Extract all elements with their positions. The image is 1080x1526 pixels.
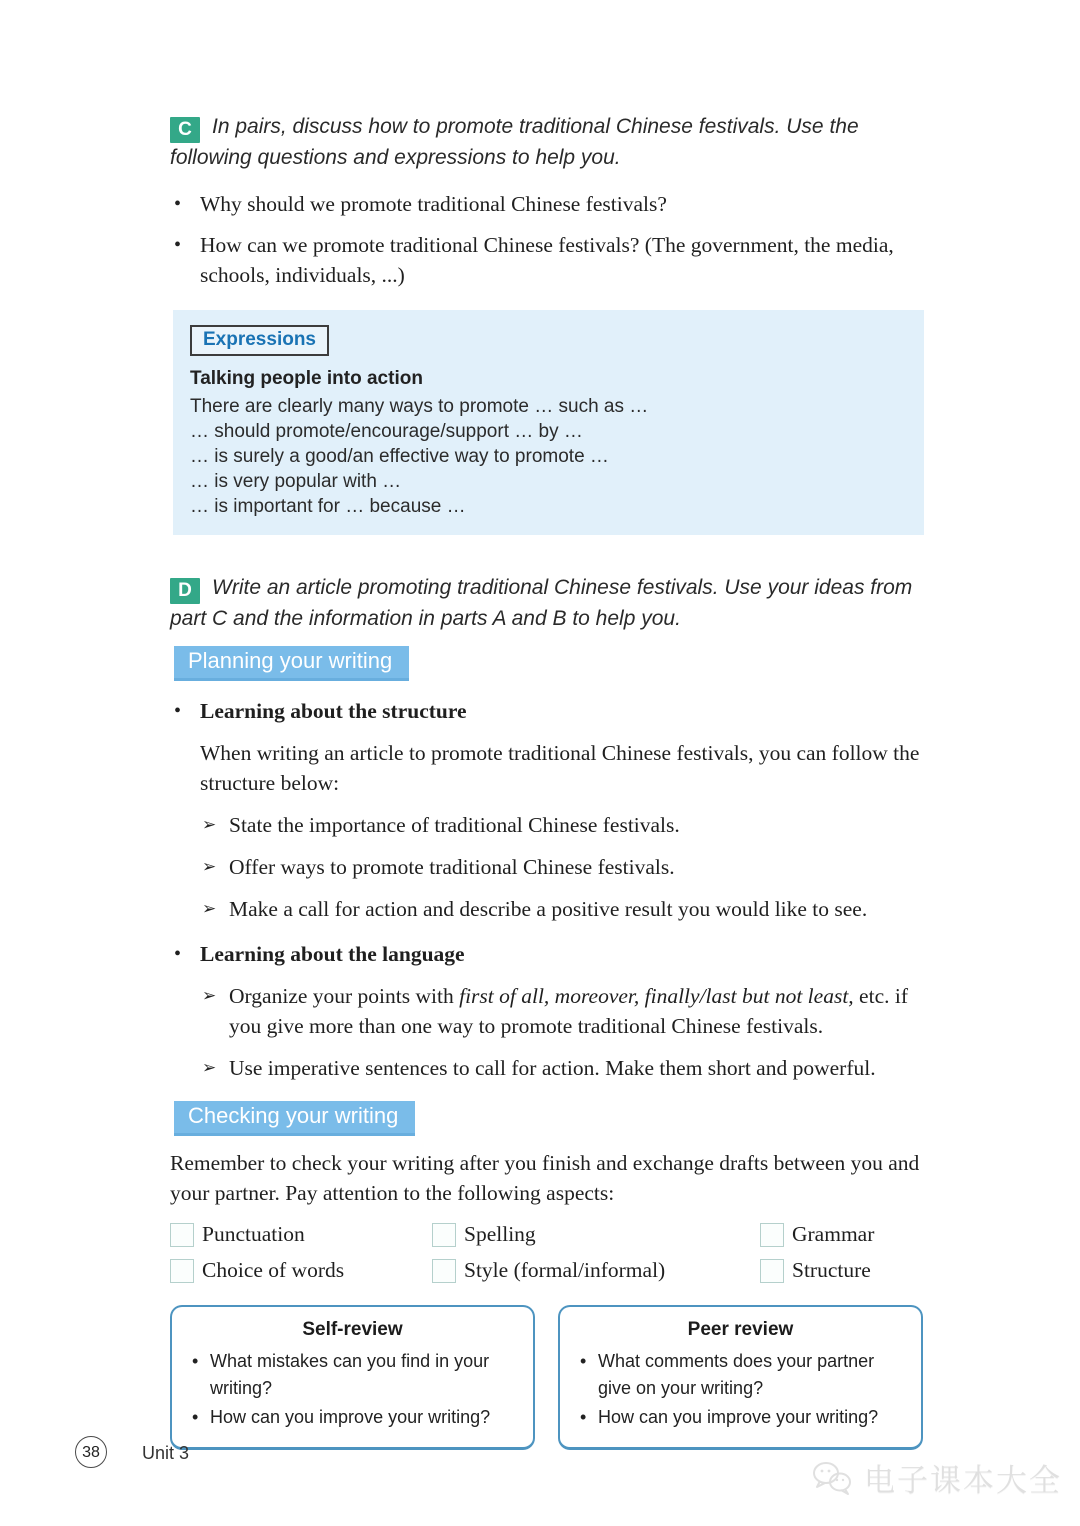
unit-label: Unit 3 bbox=[142, 1443, 190, 1463]
structure-intro: When writing an article to promote traditional Chinese festivals, you can follow the structure below: bbox=[200, 741, 920, 795]
review-item: • What comments does your partner give on your writing? bbox=[576, 1348, 905, 1402]
part-c-instruction-text: In pairs, discuss how to promote traditional Chinese festivals. Use the following questions and expressions to help you. bbox=[170, 115, 859, 169]
structure-point bbox=[202, 810, 930, 840]
part-d-instruction-text: Write an article promoting traditional Chinese festivals. Use your ideas from part C and the information in parts A and B to help you. bbox=[170, 576, 913, 630]
expression-line: There are clearly many ways to promote … such as … bbox=[190, 396, 649, 417]
checklist-item bbox=[760, 1222, 930, 1247]
checkbox-label: Spelling bbox=[464, 1222, 536, 1246]
page-number: 38 bbox=[75, 1436, 107, 1468]
language-point bbox=[202, 981, 930, 1041]
checklist-item bbox=[760, 1258, 930, 1283]
expressions-panel bbox=[173, 310, 924, 535]
arrow-bullet-icon: ➢ bbox=[202, 1058, 217, 1077]
structure-point bbox=[202, 852, 930, 882]
checkbox-label: Punctuation bbox=[202, 1222, 305, 1246]
checking-intro: Remember to check your writing after you finish and exchange drafts between you and your partner. Pay attention to the following aspects: bbox=[170, 1151, 920, 1205]
checklist bbox=[170, 1222, 930, 1283]
checklist-item bbox=[432, 1222, 760, 1247]
language-heading: • Learning about the language bbox=[170, 939, 930, 969]
question-item: • Why should we promote traditional Chinese festivals? bbox=[170, 189, 930, 219]
style-checkbox[interactable] bbox=[432, 1259, 456, 1283]
peer-review-title: Peer review bbox=[687, 1319, 794, 1340]
peer-review-list bbox=[576, 1348, 905, 1431]
structure-point-text: Offer ways to promote traditional Chinese festivals. bbox=[229, 855, 675, 879]
checklist-item bbox=[170, 1222, 432, 1247]
checklist-item bbox=[432, 1258, 760, 1283]
checkbox-label: Structure bbox=[792, 1258, 871, 1282]
structure-checkbox[interactable] bbox=[760, 1259, 784, 1283]
punctuation-checkbox[interactable] bbox=[170, 1223, 194, 1247]
arrow-bullet-icon: ➢ bbox=[202, 857, 217, 876]
part-c-instruction-block bbox=[170, 112, 930, 173]
checkbox-label: Choice of words bbox=[202, 1258, 345, 1282]
part-c-question-list bbox=[170, 189, 930, 290]
expressions-heading: Talking people into action bbox=[190, 368, 423, 389]
part-d-instruction-block bbox=[170, 573, 930, 634]
planning-your-writing-banner: Planning your writing bbox=[174, 646, 409, 681]
checkbox-label: Grammar bbox=[792, 1222, 875, 1246]
language-point bbox=[202, 1053, 930, 1083]
self-review-box bbox=[170, 1305, 535, 1450]
choice-of-words-checkbox[interactable] bbox=[170, 1259, 194, 1283]
question-item: • How can we promote traditional Chinese festivals? (The government, the media, schools, individuals, ...) bbox=[170, 230, 930, 290]
language-point-text: Organize your points with first of all, moreover, finally/last but not least, etc. if you give more than one way to promote traditional Chinese festivals. bbox=[229, 984, 908, 1038]
part-c-badge: C bbox=[170, 117, 200, 143]
review-boxes-row bbox=[170, 1305, 930, 1450]
expression-line: … is surely a good/an effective way to promote … bbox=[190, 446, 609, 467]
review-item: • What mistakes can you find in your writing? bbox=[188, 1348, 517, 1402]
review-item: • How can you improve your writing? bbox=[188, 1404, 517, 1431]
wechat-icon bbox=[812, 1460, 854, 1496]
structure-heading: • Learning about the structure bbox=[170, 696, 930, 726]
grammar-checkbox[interactable] bbox=[760, 1223, 784, 1247]
checklist-item bbox=[170, 1258, 432, 1283]
review-item: • How can you improve your writing? bbox=[576, 1404, 905, 1431]
structure-point bbox=[202, 894, 930, 924]
self-review-title: Self-review bbox=[302, 1319, 403, 1340]
watermark bbox=[812, 1455, 1062, 1500]
part-d-badge: D bbox=[170, 578, 200, 604]
structure-point-text: State the importance of traditional Chinese festivals. bbox=[229, 813, 680, 837]
expression-line: … is important for … because … bbox=[190, 496, 466, 517]
self-review-list bbox=[188, 1348, 517, 1431]
italic-connectives: first of all, moreover, finally/last but not least, bbox=[459, 984, 854, 1008]
arrow-bullet-icon: ➢ bbox=[202, 899, 217, 918]
expressions-label: Expressions bbox=[190, 325, 329, 356]
arrow-bullet-icon: ➢ bbox=[202, 815, 217, 834]
watermark-text: 电子课本大全 bbox=[864, 1463, 1062, 1499]
checking-your-writing-banner: Checking your writing bbox=[174, 1101, 415, 1136]
expression-line: … is very popular with … bbox=[190, 471, 402, 492]
arrow-bullet-icon: ➢ bbox=[202, 986, 217, 1005]
checkbox-label: Style (formal/informal) bbox=[464, 1258, 666, 1282]
spelling-checkbox[interactable] bbox=[432, 1223, 456, 1247]
expression-line: … should promote/encourage/support … by … bbox=[190, 421, 583, 442]
structure-point-text: Make a call for action and describe a positive result you would like to see. bbox=[229, 897, 868, 921]
peer-review-box bbox=[558, 1305, 923, 1450]
language-point-text: Use imperative sentences to call for action. Make them short and powerful. bbox=[229, 1056, 876, 1080]
